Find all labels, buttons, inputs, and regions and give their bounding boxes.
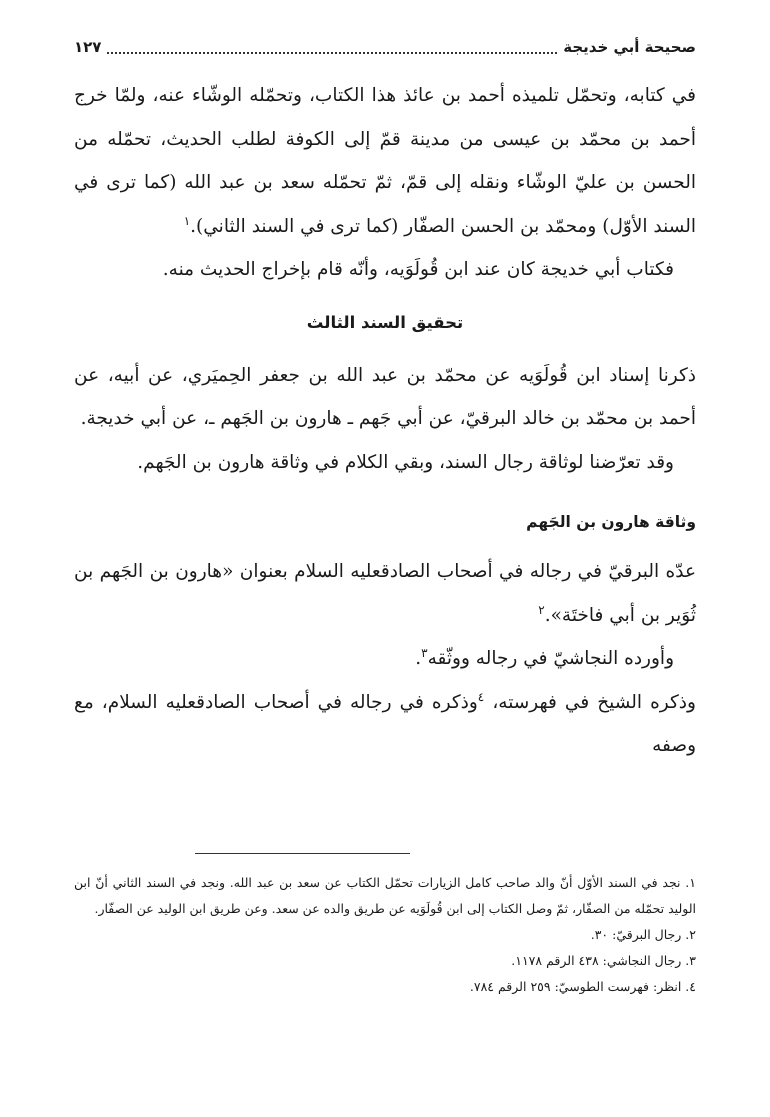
- body-text: [74, 74, 696, 768]
- footnote-1: ١. نجد في السند الأوّل أنّ والد صاحب كامل الزيارات تحمّل الكتاب عن سعد بن عبد الله. ونجد في السند الثاني أنّ ابن الوليد تحمّله من الصفّار، ثمّ وصل الكتاب إلى ابن قُولَوَيه عن طريق والده عن سعد. وعن طريق ابن الوليد عن الصفّار.: [74, 875, 696, 916]
- paragraph-6: وأورده النجاشيّ في رجاله ووثّقه$^٣$.: [415, 645, 674, 669]
- paragraph-3: ذكرنا إسناد ابن قُولَوَيه عن محمّد بن عبد الله بن جعفر الحِميَري، عن أبيه، عن أحمد بن محمّد بن خالد البرقيّ، عن أبي جَهم ـ هارون بن الجَهم ـ، عن أبي خديجة.: [74, 364, 696, 429]
- footnote-ref-2[interactable]: ٢: [538, 602, 545, 617]
- running-title: صحيحة أبي خديجة: [563, 38, 696, 56]
- footnote-3: ٣. رجال النجاشي: ٤٣٨ الرقم ١١٧٨.: [511, 953, 696, 968]
- footnote-2: ٢. رجال البرقيّ: ٣٠.: [590, 927, 696, 942]
- paragraph-4: وقد تعرّضنا لوثاقة رجال السند، وبقي الكلام في وثاقة هارون بن الجَهم.: [137, 451, 674, 473]
- header-dotted-leader: [107, 40, 557, 54]
- paragraph-1: في كتابه، وتحمّل تلميذه أحمد بن عائذ هذا الكتاب، وتحمّله الوشّاء عنه، ولمّا خرج أحمد بن محمّد بن عيسى من مدينة قمّ إلى الكوفة لطلب الحديث، تحمّله من الحسن بن عليّ الوشّاء ونقله إلى قمّ، ثمّ تحمّله سعد بن عبد الله (كما ترى في السند الأوّل) ومحمّد بن الحسن الصفّار (كما ترى في السند الثاني).$^١$: [74, 85, 696, 237]
- paragraph-7: وذكره الشيخ في فهرسته، $^٤$وذكره في رجاله في أصحاب الصادقعليه السلام، مع وصفه: [74, 689, 696, 756]
- footnote-ref-4[interactable]: ٤: [477, 689, 485, 704]
- footnote-4: ٤. انظر: فهرست الطوسيّ: ٢٥٩ الرقم ٧٨٤.: [469, 979, 696, 994]
- footnote-ref-3[interactable]: ٣: [421, 645, 428, 660]
- sub-heading: وثاقة هارون بن الجَهم: [526, 513, 696, 531]
- paragraph-5: عدّه البرقيّ في رجاله في أصحاب الصادقعليه السلام بعنوان «هارون بن الجَهم بن ثُوَير بن أبي فاختَة».$^٢$: [74, 561, 696, 626]
- page-number: ١٢٧: [74, 38, 102, 56]
- page-header: [74, 34, 696, 60]
- paragraph-2: فكتاب أبي خديجة كان عند ابن قُولَوَيه، وأنّه قام بإخراج الحديث منه.: [162, 259, 674, 280]
- footnote-separator: [195, 853, 410, 854]
- footnote-ref-1[interactable]: ١: [183, 213, 191, 228]
- section-heading: تحقيق السند الثالث: [306, 312, 464, 332]
- footnotes: [74, 870, 696, 1000]
